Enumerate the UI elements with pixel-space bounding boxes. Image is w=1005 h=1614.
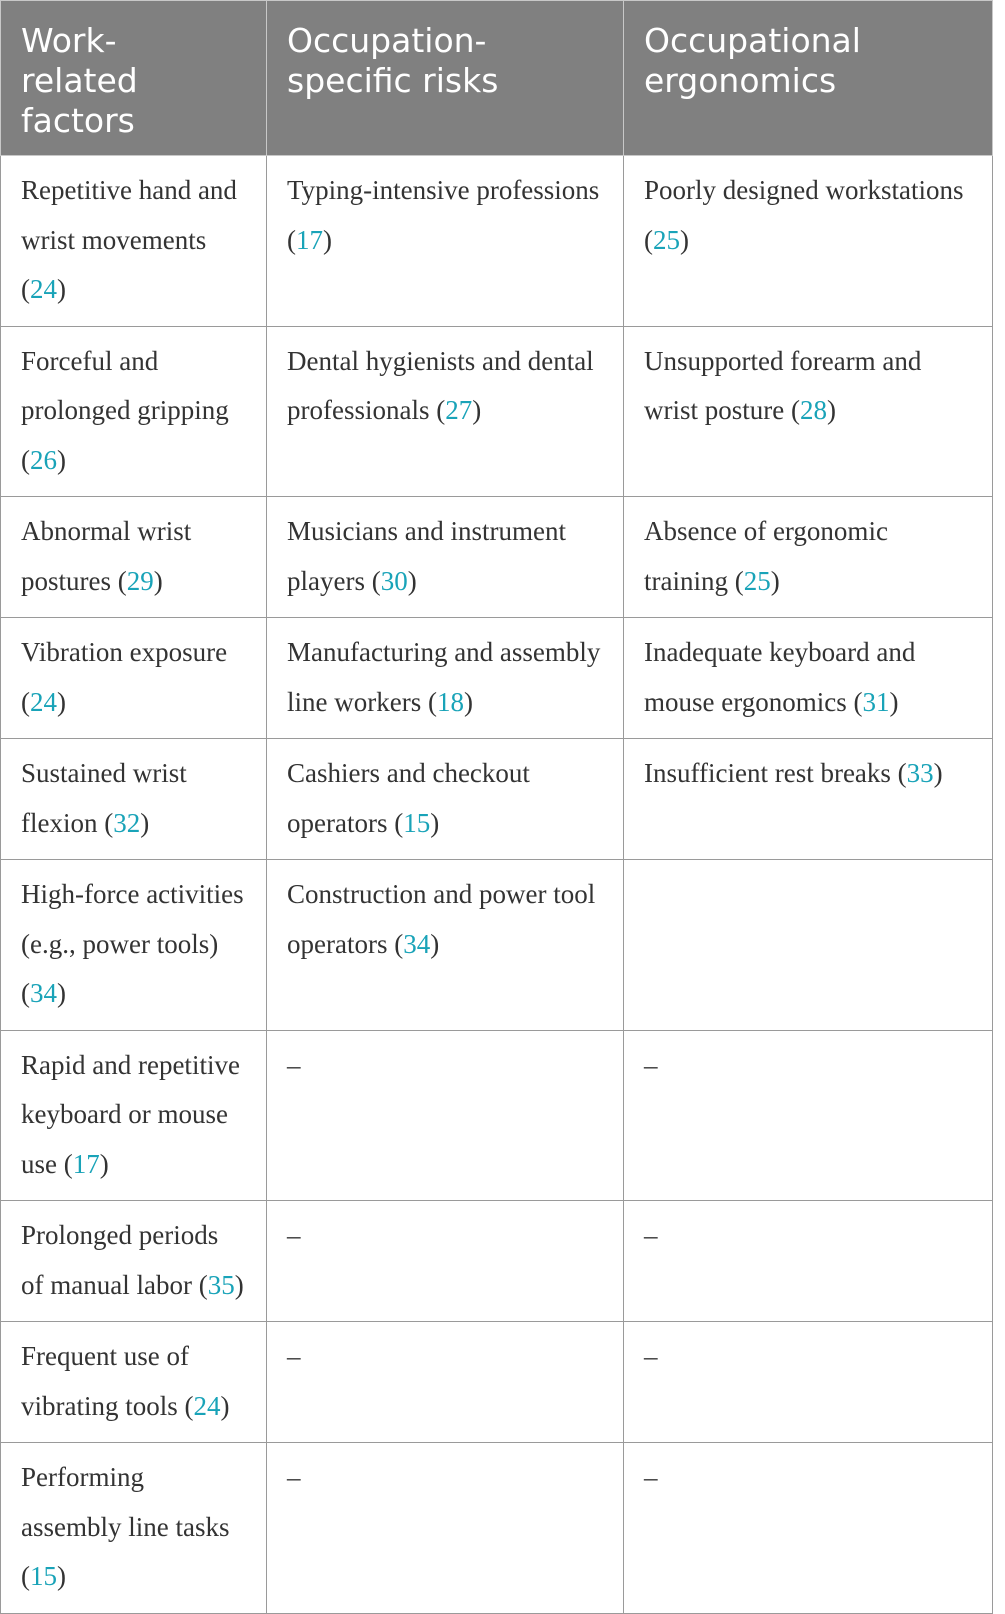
- reference-link[interactable]: 32: [113, 807, 141, 838]
- table-cell: Musicians and instrument players (30): [267, 497, 624, 618]
- cell-text: Typing-intensive professions: [287, 175, 600, 205]
- reference-link[interactable]: 15: [403, 807, 431, 838]
- table-cell: Cashiers and checkout operators (15): [267, 739, 624, 860]
- cell-text: Dental hygienists and dental professionals: [287, 345, 594, 425]
- cell-text: –: [287, 1341, 301, 1371]
- cell-text: Cashiers and checkout operators: [287, 758, 530, 838]
- table-cell: Absence of ergonomic training (25): [624, 497, 993, 618]
- reference-link[interactable]: 35: [207, 1269, 235, 1300]
- table-cell: Repetitive hand and wrist movements (24): [1, 156, 267, 327]
- cell-text: Sustained wrist flexion: [21, 758, 187, 838]
- reference-link[interactable]: 34: [403, 928, 431, 959]
- table-row: [1, 497, 993, 618]
- table-cell: Poorly designed workstations (25): [624, 156, 993, 327]
- table-cell: Construction and power tool operators (34): [267, 860, 624, 1031]
- cell-text: Frequent use of vibrating tools: [21, 1341, 189, 1421]
- cell-text: Insufficient rest breaks: [644, 758, 891, 788]
- cell-text: Musicians and instrument players: [287, 516, 566, 596]
- reference-link[interactable]: 33: [906, 758, 934, 788]
- reference-link[interactable]: 18: [436, 686, 464, 717]
- reference-link[interactable]: 15: [30, 1561, 57, 1591]
- table-body: [1, 156, 993, 1614]
- cell-text: High-force activities (e.g., power tools): [21, 879, 244, 959]
- table-row: [1, 1030, 993, 1201]
- reference-link[interactable]: 25: [653, 224, 680, 255]
- table-cell: [267, 1030, 624, 1201]
- cell-text: Performing assembly line tasks: [21, 1462, 230, 1542]
- table-cell: Dental hygienists and dental professionals (27): [267, 326, 624, 497]
- table-cell: [624, 1201, 993, 1322]
- reference-link[interactable]: 25: [743, 565, 771, 596]
- cell-text: –: [644, 1049, 658, 1080]
- table-row: [1, 1443, 993, 1614]
- column-header-3: Occupational ergonomics: [624, 1, 993, 156]
- table-cell: High-force activities (e.g., power tools) (34): [1, 860, 267, 1031]
- reference-link[interactable]: 27: [445, 395, 473, 425]
- reference-link[interactable]: 30: [380, 565, 408, 596]
- cell-text: Prolonged periods of manual labor: [21, 1220, 219, 1300]
- table-row: [1, 1322, 993, 1443]
- table-cell: Performing assembly line tasks (15): [1, 1443, 267, 1614]
- table-row: [1, 618, 993, 739]
- table-cell: [267, 1443, 624, 1614]
- cell-text: Abnormal wrist postures: [21, 516, 192, 596]
- reference-link[interactable]: 34: [30, 978, 57, 1008]
- table-cell: [267, 1322, 624, 1443]
- table-cell: Unsupported forearm and wrist posture (28): [624, 326, 993, 497]
- table-cell: Sustained wrist flexion (32): [1, 739, 267, 860]
- reference-link[interactable]: 31: [862, 686, 890, 717]
- reference-link[interactable]: 17: [72, 1148, 100, 1179]
- table-row: [1, 156, 993, 327]
- cell-text: –: [287, 1220, 301, 1250]
- cell-text: Vibration exposure: [21, 637, 228, 667]
- table-cell: Typing-intensive professions (17): [267, 156, 624, 327]
- cell-text: Rapid and repetitive keyboard or mouse use: [21, 1049, 240, 1179]
- reference-link[interactable]: 24: [30, 274, 57, 304]
- reference-link[interactable]: 24: [30, 686, 57, 717]
- reference-link[interactable]: 26: [30, 444, 57, 475]
- table-cell: Forceful and prolonged gripping (26): [1, 326, 267, 497]
- table-cell: Inadequate keyboard and mouse ergonomics (31): [624, 618, 993, 739]
- cell-text: Inadequate keyboard and mouse ergonomics: [644, 637, 916, 717]
- column-header-2: Occupation- specific risks: [267, 1, 624, 156]
- table-row: [1, 326, 993, 497]
- cell-text: –: [287, 1462, 301, 1492]
- cell-text: Forceful and prolonged gripping: [21, 345, 229, 425]
- table-cell: [267, 1201, 624, 1322]
- cell-text: Unsupported forearm and wrist posture: [644, 345, 922, 425]
- table-cell: Vibration exposure (24): [1, 618, 267, 739]
- table-cell: Rapid and repetitive keyboard or mouse use (17): [1, 1030, 267, 1201]
- table-cell: Frequent use of vibrating tools (24): [1, 1322, 267, 1443]
- column-header-1: Work- related factors: [1, 1, 267, 156]
- cell-text: Construction and power tool operators: [287, 879, 596, 959]
- reference-link[interactable]: 24: [193, 1390, 221, 1421]
- table-row: [1, 860, 993, 1031]
- cell-text: Manufacturing and assembly line workers: [287, 637, 601, 717]
- table-header-row: [1, 1, 993, 156]
- cell-text: Poorly designed workstations: [644, 175, 964, 205]
- table-cell: Manufacturing and assembly line workers (18): [267, 618, 624, 739]
- cell-text: Repetitive hand and wrist movements: [21, 175, 237, 255]
- cell-text: Absence of ergonomic training: [644, 516, 888, 596]
- table-cell: [624, 1443, 993, 1614]
- cell-text: –: [287, 1049, 301, 1080]
- table-cell: Abnormal wrist postures (29): [1, 497, 267, 618]
- table-row: [1, 1201, 993, 1322]
- table-row: [1, 739, 993, 860]
- table-cell: [624, 1322, 993, 1443]
- reference-link[interactable]: 17: [296, 224, 323, 255]
- table-cell: Prolonged periods of manual labor (35): [1, 1201, 267, 1322]
- reference-link[interactable]: 28: [799, 395, 827, 425]
- cell-text: –: [644, 1220, 658, 1250]
- reference-link[interactable]: 29: [126, 565, 154, 596]
- table-cell: [624, 860, 993, 1031]
- table-cell: [624, 1030, 993, 1201]
- cell-text: –: [644, 1341, 658, 1371]
- table-cell: Insufficient rest breaks (33): [624, 739, 993, 860]
- cell-text: –: [644, 1462, 658, 1492]
